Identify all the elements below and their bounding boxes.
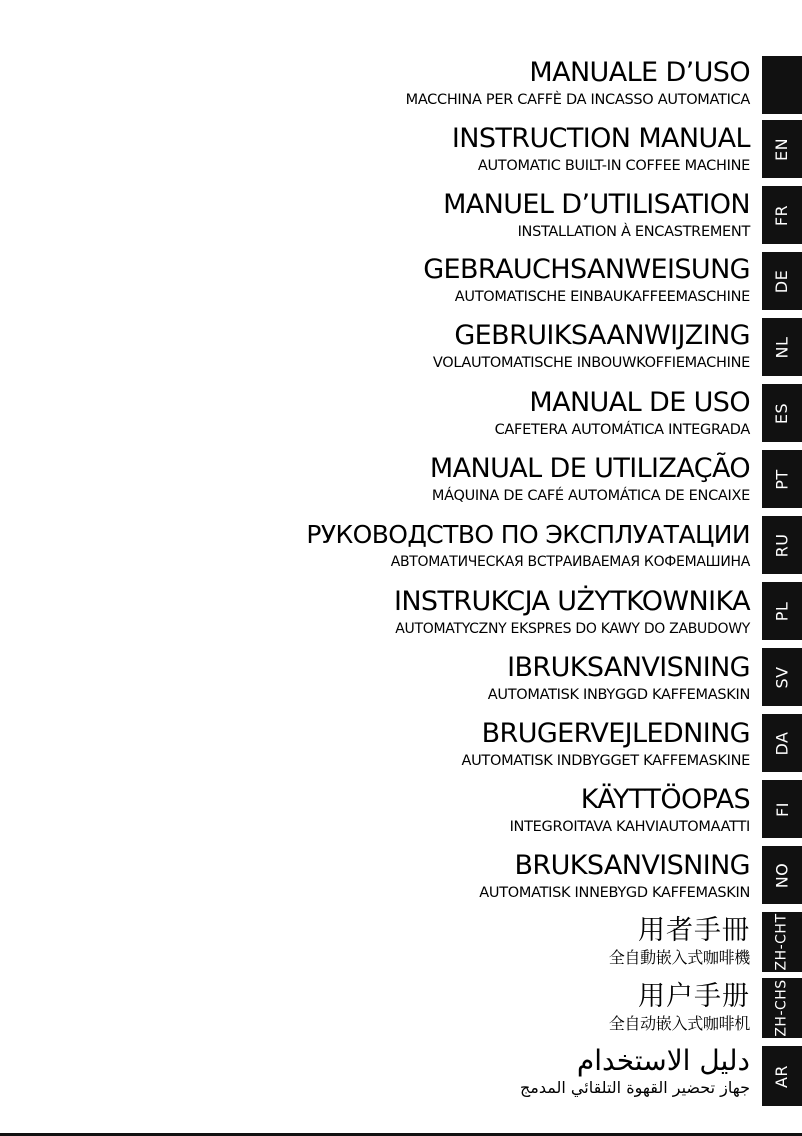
tab-de-label: DE: [772, 269, 792, 293]
section-arabic: [520, 1044, 750, 1098]
tab-ru[interactable]: [762, 516, 802, 574]
tab-fr-label: FR: [772, 204, 792, 226]
manual-subtitle-da: AUTOMATISK INDBYGGET KAFFEMASKINE: [461, 753, 750, 769]
manual-subtitle-zh-chs: 全自动嵌入式咖啡机: [608, 1014, 750, 1033]
tab-es[interactable]: [762, 384, 802, 442]
tab-sv[interactable]: [762, 648, 802, 706]
manual-title-da: BRUGERVEJLEDNING: [481, 718, 750, 749]
section-chinese-traditional: [609, 914, 750, 968]
tab-zh-chs-label: ZH-CHS: [774, 979, 791, 1037]
manual-subtitle-ru: АВТОМАТИЧЕСКАЯ ВСТРАИВАЕМАЯ КОФЕМАШИНА: [390, 554, 750, 570]
manual-subtitle-de: AUTOMATISCHE EINBAUKAFFEEMASCHINE: [454, 289, 750, 305]
manual-title-fi: KÄYTTÖOPAS: [580, 784, 750, 815]
manual-title-sv: IBRUKSANVISNING: [507, 652, 750, 683]
section-norwegian: [479, 849, 750, 903]
section-dutch: [433, 319, 750, 373]
manual-title-en: INSTRUCTION MANUAL: [451, 123, 750, 154]
tab-pt-label: PT: [772, 468, 792, 490]
tab-no-label: NO: [772, 862, 792, 888]
tab-nl[interactable]: [762, 318, 802, 376]
manual-title-de: GEBRAUCHSANWEISUNG: [423, 254, 750, 285]
tab-en-label: EN: [772, 137, 792, 161]
tab-zh-cht[interactable]: [762, 912, 802, 972]
tab-ar-label: AR: [772, 1064, 792, 1088]
section-german: [423, 253, 750, 307]
manual-subtitle-it: MACCHINA PER CAFFÈ DA INCASSO AUTOMATICA: [405, 92, 750, 108]
manual-title-ar: دليل الاستخدام: [576, 1044, 750, 1077]
section-russian: [306, 518, 750, 572]
manual-subtitle-no: AUTOMATISK INNEBYGD KAFFEMASKIN: [479, 885, 750, 901]
section-swedish: [488, 651, 750, 705]
manual-subtitle-ar: جهاز تحضير القهوة التلقائي المدمج: [519, 1078, 750, 1097]
tab-pt[interactable]: [762, 450, 802, 508]
manual-subtitle-pt: MÁQUINA DE CAFÉ AUTOMÁTICA DE ENCAIXE: [431, 488, 750, 504]
manual-title-fr: MANUEL D’UTILISATION: [443, 189, 750, 220]
tab-ar[interactable]: [762, 1046, 802, 1106]
manual-subtitle-fr: INSTALLATION À ENCASTREMENT: [517, 224, 750, 240]
tab-de[interactable]: [762, 252, 802, 310]
section-portuguese: [430, 452, 750, 506]
manual-title-no: BRUKSANVISNING: [514, 850, 750, 881]
section-french: [443, 188, 750, 242]
manual-title-it: MANUALE D’USO: [529, 57, 750, 88]
manual-title-zh-chs: 用户手册: [638, 981, 750, 1012]
manual-title-pl: INSTRUKCJA UŻYTKOWNIKA: [393, 586, 750, 617]
tab-nl-label: NL: [772, 336, 792, 358]
tab-pl-label: PL: [772, 601, 792, 621]
manual-title-pt: MANUAL DE UTILIZAÇÃO: [429, 453, 750, 484]
manual-subtitle-es: CAFETERA AUTOMÁTICA INTEGRADA: [494, 422, 750, 438]
manual-title-zh-cht: 用者手冊: [638, 915, 750, 946]
tab-fi[interactable]: [762, 780, 802, 838]
section-spanish: [495, 386, 750, 440]
tab-zh-chs[interactable]: [762, 978, 802, 1038]
manual-subtitle-fi: INTEGROITAVA KAHVIAUTOMAATTI: [509, 819, 750, 835]
tab-fi-label: FI: [772, 801, 792, 817]
section-chinese-simplified: [609, 980, 750, 1034]
manual-title-nl: GEBRUIKSAANWIJZING: [454, 320, 750, 351]
tab-blank-top: [762, 56, 802, 114]
manual-title-es: MANUAL DE USO: [529, 387, 750, 418]
tab-zh-cht-label: ZH-CHT: [774, 913, 790, 971]
section-italian: [406, 56, 750, 110]
manual-subtitle-en: AUTOMATIC BUILT-IN COFFEE MACHINE: [477, 158, 750, 174]
section-danish: [461, 717, 750, 771]
manual-subtitle-sv: AUTOMATISK INBYGGD KAFFEMASKIN: [487, 687, 750, 703]
tab-da-label: DA: [772, 731, 792, 755]
section-finnish: [510, 783, 750, 837]
tab-ru-label: RU: [772, 533, 792, 557]
manual-subtitle-nl: VOLAUTOMATISCHE INBOUWKOFFIEMACHINE: [432, 355, 750, 371]
manual-title-ru: РУКОВОДСТВО ПО ЭКСПЛУАТАЦИИ: [306, 520, 750, 549]
section-english: [452, 122, 750, 176]
tab-no[interactable]: [762, 846, 802, 904]
manual-subtitle-zh-cht: 全自動嵌入式咖啡機: [608, 948, 750, 967]
section-polish: [394, 585, 750, 639]
tab-es-label: ES: [772, 402, 792, 424]
tab-en[interactable]: [762, 120, 802, 178]
tab-pl[interactable]: [762, 582, 802, 640]
tab-sv-label: SV: [772, 665, 792, 689]
manual-subtitle-pl: AUTOMATYCZNY EKSPRES DO KAWY DO ZABUDOWY: [395, 621, 750, 637]
tab-fr[interactable]: [762, 186, 802, 244]
tab-da[interactable]: [762, 714, 802, 772]
